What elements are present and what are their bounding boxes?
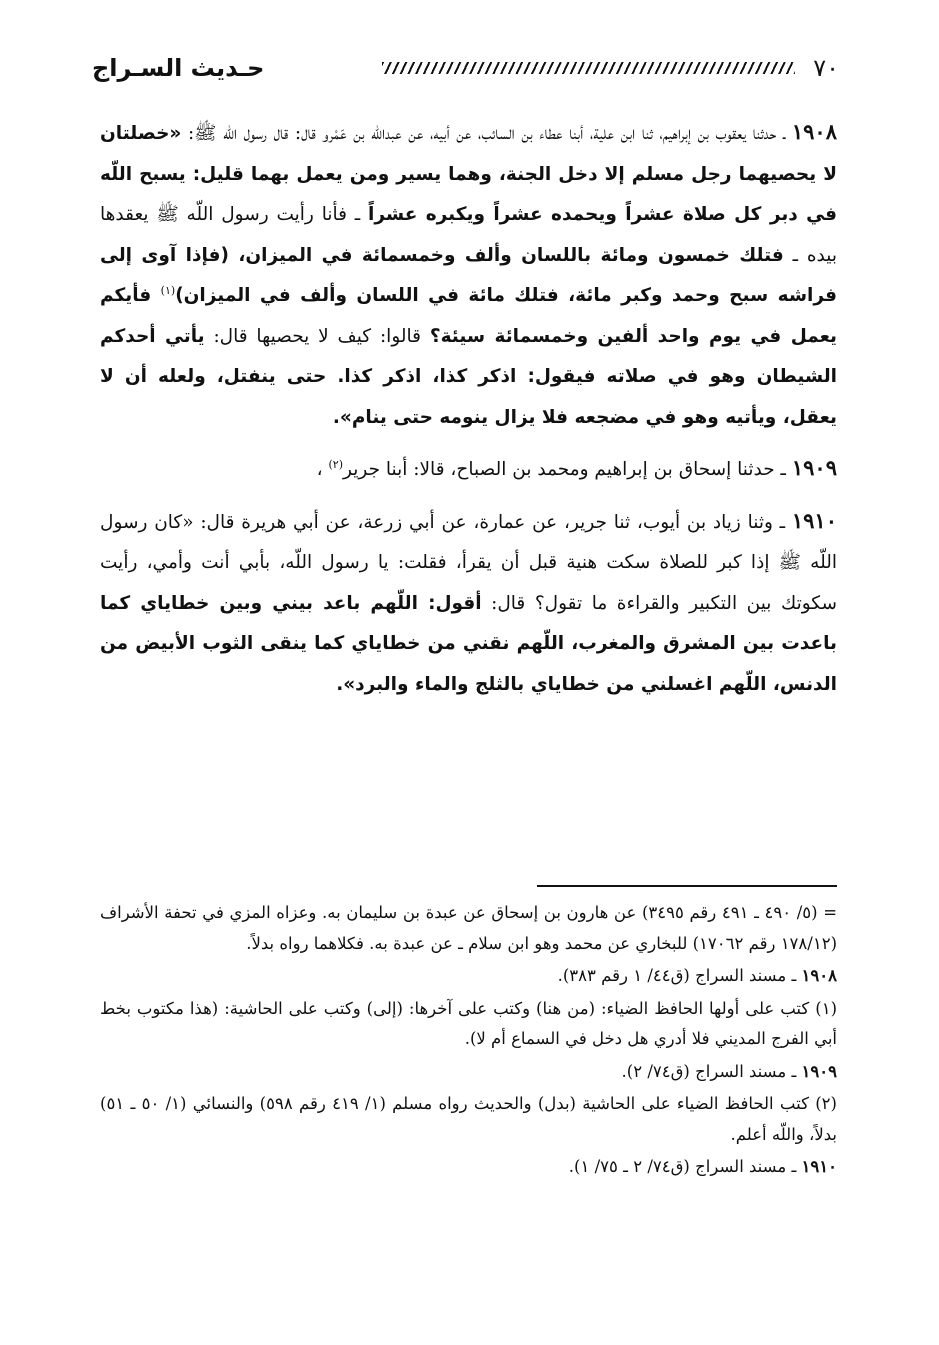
- isnad-text: ـ وثنا زياد بن أيوب، ثنا جرير، عن عمارة، عن أبي زرعة، عن أبي هريرة قال: «كان رسول اللّه ﷺ إذا كبر للصلاة سكت هنية قبل أن يقرأ، فقلت: يا رسول اللّه، بأبي أنت وأمي، رأيت سكوتك بين التكبير والقراءة ما تقول؟ قال:: [100, 511, 837, 614]
- footnote-text: ـ مسند السراج (ق٤٤/ ١ رقم ٣٨٣).: [557, 966, 802, 985]
- footnote-number: ١٩١٠: [801, 1157, 837, 1176]
- narrator-note: ـ فأنا رأيت رسول اللّه ﷺ يعقدها بيده ـ: [100, 204, 837, 266]
- hadith-text: فأيكم يعمل في يوم واحد ألفين وخمسمائة سيئة؟: [100, 285, 837, 347]
- footnote-text: = (٥/ ٤٩٠ ـ ٤٩١ رقم ٣٤٩٥) عن هارون بن إسحاق عن عبدة بن سليمان به. وعزاه المزي في تحفة الأشراف (١٧٨/١٢ رقم ١٧٠٦٢) للبخاري عن محمد وهو ابن سلام ـ عن عبدة به. فكلاهما رواه بدلاً.: [100, 903, 838, 953]
- footnotes: [100, 898, 837, 1185]
- footnote-text: (١) كتب على أولها الحافظ الضياء: (من هنا) وكتب على آخرها: (إلى) وكتب على الحاشية: (هذا مكتوب بخط أبي الفرج المديني فلا أدري هل دخل في السماع أم لا).: [100, 998, 837, 1048]
- main-text: [100, 112, 837, 715]
- isnad-text: ـ حدثنا يعقوب بن إبراهيم، ثنا ابن علية، أبنا عطاء بن السائب، عن أبيه، عن عبداللّه بن عَمْرو قال: قال رسول اللّه ﷺ:: [181, 123, 792, 144]
- running-title: حـديث السـراج: [92, 54, 265, 82]
- hadith-text: فتلك خمسون ومائة باللسان وألف وخمسمائة في الميزان، (فإذا آوى إلى فراشه سبح وحمد وكبر مائة، فتلك مائة في اللسان وألف في الميزان): [100, 244, 837, 306]
- footnote-source: [100, 1057, 837, 1088]
- hadith-number: ١٩٠٩: [791, 455, 837, 480]
- hadith-paragraph-1910: [100, 501, 837, 706]
- footnote-source: [100, 1152, 837, 1183]
- footnote-text: ـ مسند السراج (ق٧٤/ ٢).: [621, 1061, 802, 1081]
- page-number: ٧٠: [813, 54, 839, 82]
- footnote-source: [100, 961, 837, 992]
- footnote-marker: (١): [160, 283, 176, 297]
- hadith-text: أقول: اللّهم باعد بيني وبين خطاياي كما باعدت بين المشرق والمغرب، اللّهم نقني من خطاياي كما ينقى الثوب الأبيض من الدنس، اللّهم اغسلني من خطاياي بالثلج والماء والبرد».: [100, 592, 837, 695]
- footnote-1: [100, 994, 837, 1055]
- hadith-number: ١٩١٠: [791, 507, 837, 533]
- isnad-text: ـ حدثنا إسحاق بن إبراهيم ومحمد بن الصباح، قالا: أبنا جرير: [343, 459, 792, 480]
- narrator-note: قالوا: كيف لا يحصيها قال:: [204, 325, 430, 347]
- hadith-paragraph-1909: [100, 448, 837, 491]
- footnote-number: ١٩٠٩: [801, 1061, 837, 1081]
- footnote-marker: (٢): [328, 457, 343, 471]
- footnote-separator: [537, 885, 837, 887]
- header-divider: [382, 62, 795, 74]
- footnote-number: ١٩٠٨: [801, 966, 837, 985]
- page-header: [92, 44, 839, 92]
- footnote-text: (٢) كتب الحافظ الضياء على الحاشية (بدل) والحديث رواه مسلم (١/ ٤١٩ رقم ٥٩٨) والنسائي (١/ ٥٠ ـ ٥١) بدلاً، واللّه أعلم.: [100, 1094, 837, 1144]
- footnote-continuation: [100, 898, 837, 959]
- hadith-text: يأتي أحدكم الشيطان وهو في صلاته فيقول: اذكر كذا، اذكر كذا. حتى ينفتل، ولعله أن لا يعقل، ويأتيه وهو في مضجعه فلا يزال ينومه حتى ينام».: [100, 325, 837, 428]
- hadith-text: «خصلتان لا يحصيهما رجل مسلم إلا دخل الجنة، وهما يسير ومن يعمل بهما قليل: يسبح اللّه في دبر كل صلاة عشراً ويحمده عشراً ويكبره عشراً: [100, 123, 837, 225]
- hadith-paragraph-1908: [100, 112, 837, 438]
- hadith-number: ١٩٠٨: [791, 119, 837, 144]
- isnad-tail: ،: [316, 459, 329, 480]
- footnote-text: ـ مسند السراج (ق٧٤/ ٢ ـ ٧٥/ ١).: [568, 1157, 802, 1176]
- footnote-2: [100, 1089, 837, 1150]
